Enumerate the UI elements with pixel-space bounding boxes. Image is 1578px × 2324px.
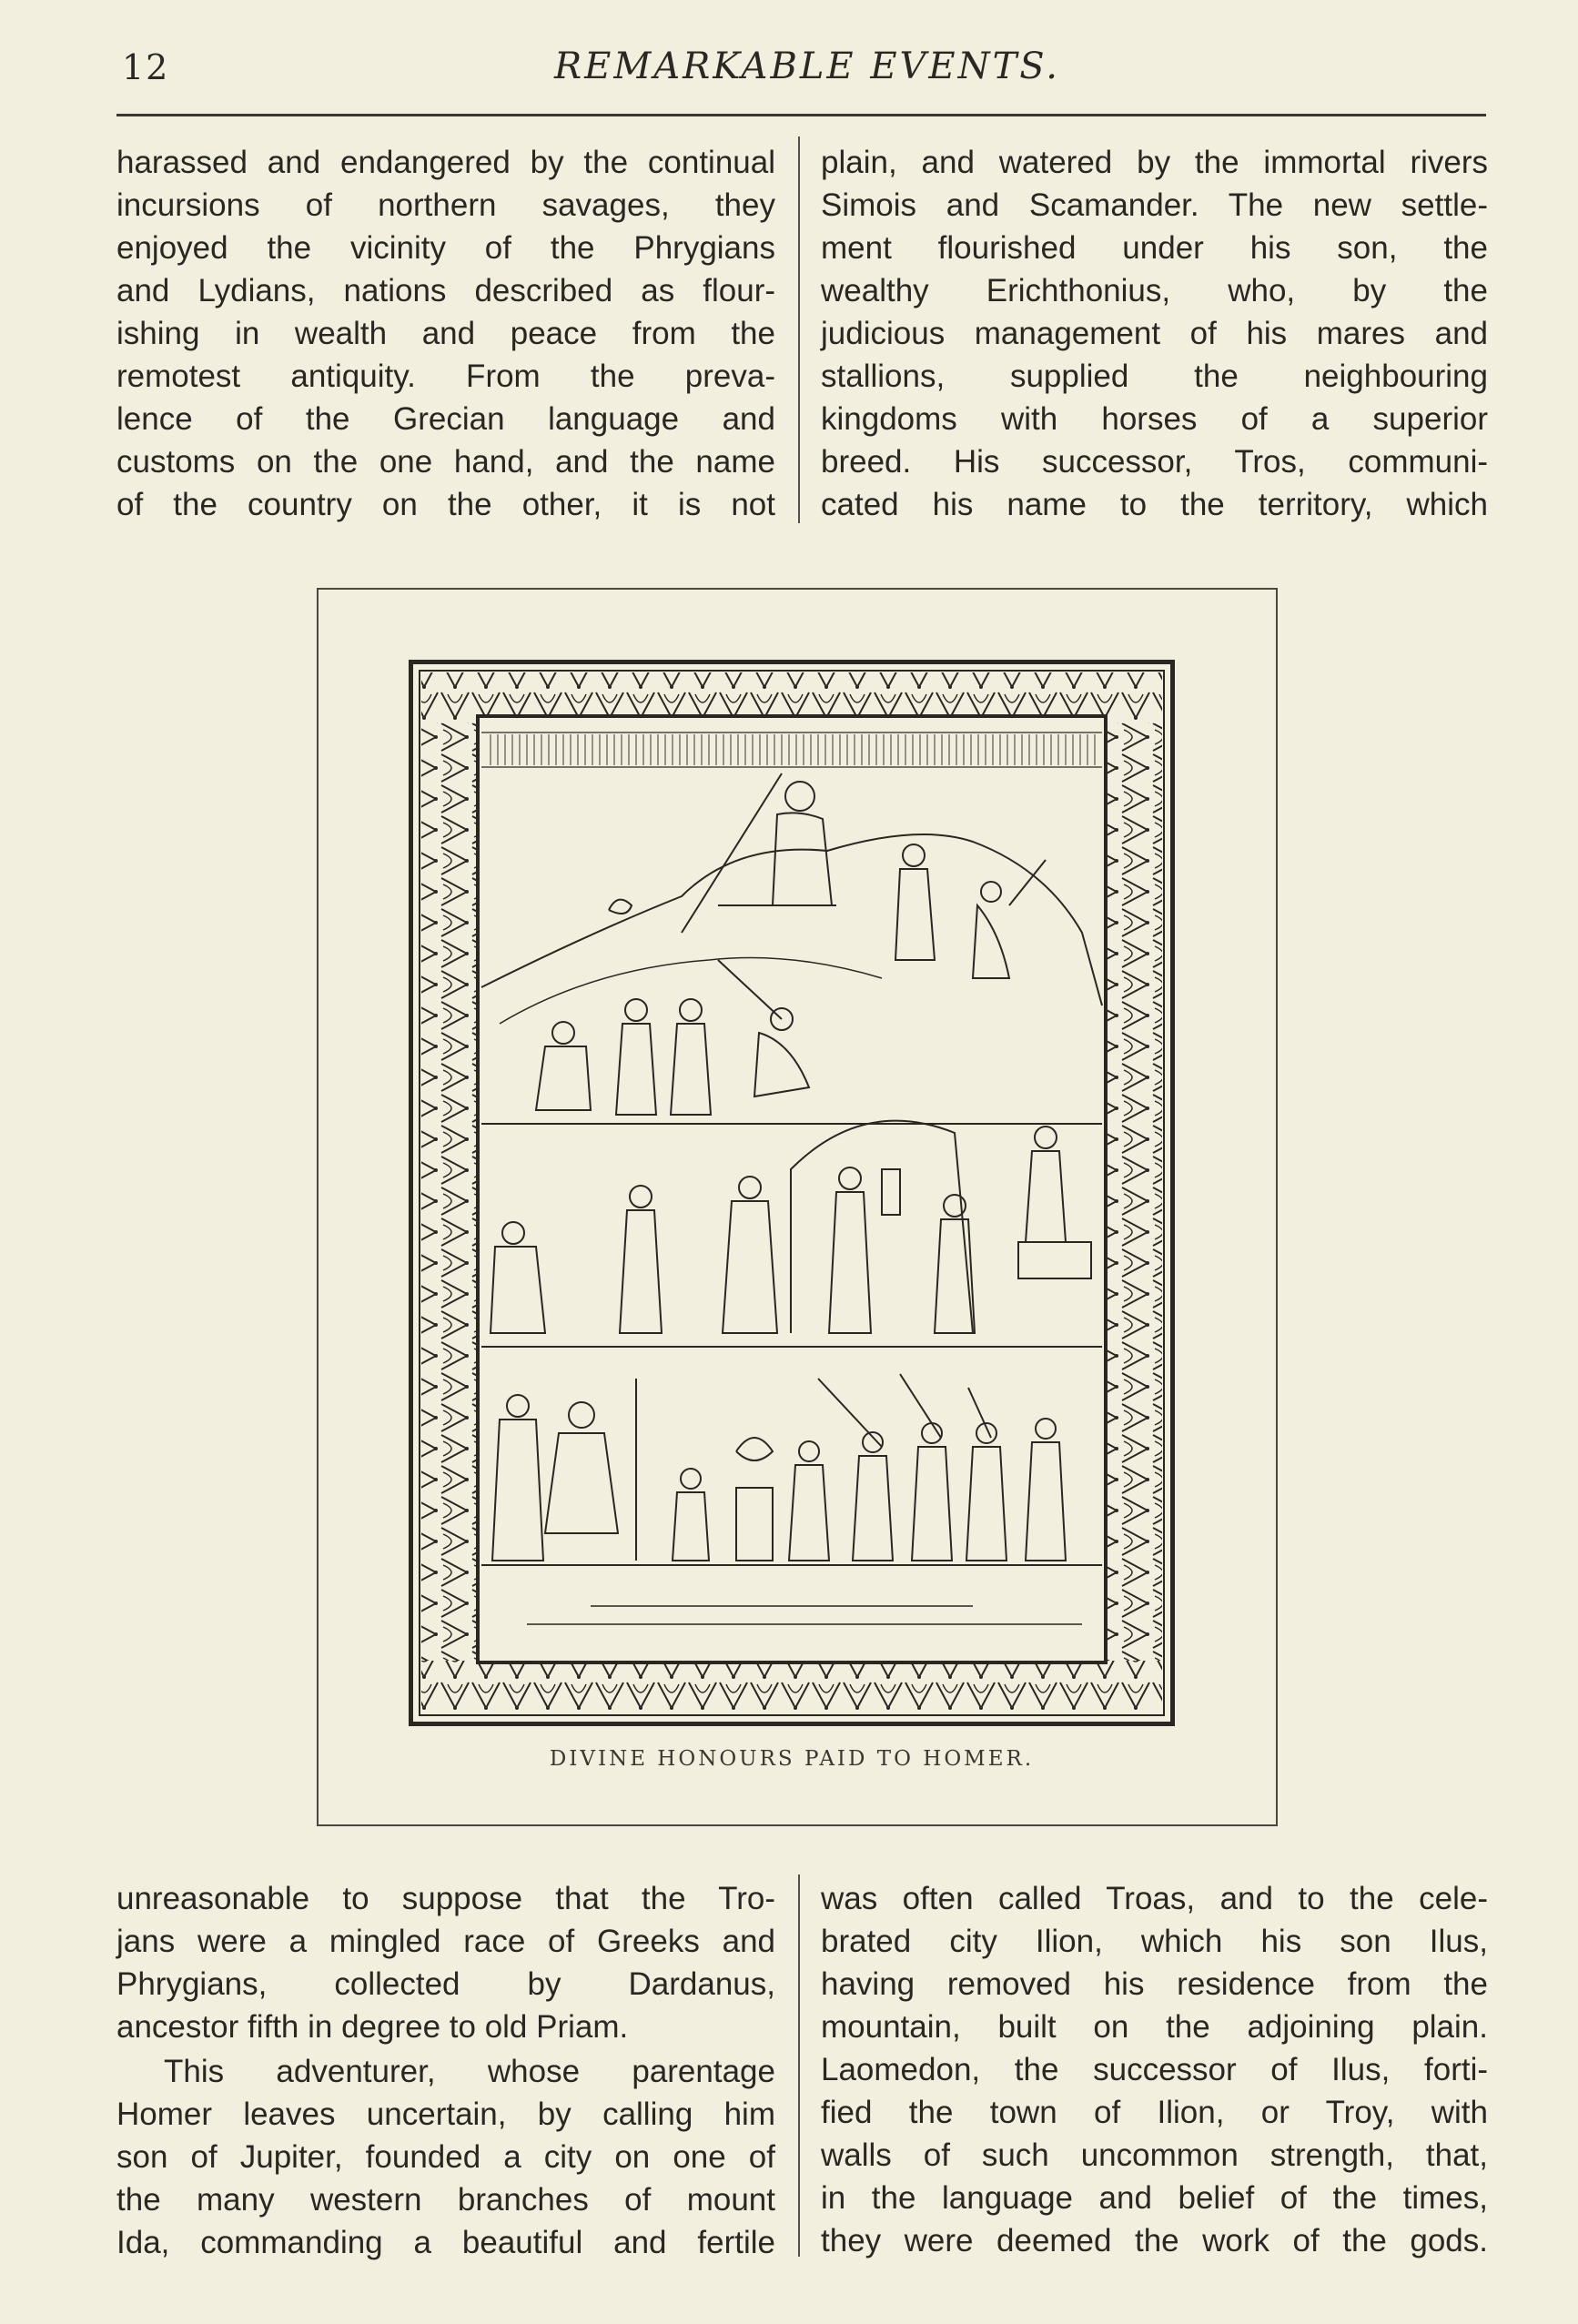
text-line: wealthy Erichthonius, who, by the xyxy=(821,273,1488,308)
text-line: of the country on the other, it is not xyxy=(116,487,775,522)
engraving-illustration xyxy=(409,660,1175,1726)
text-line: the many western branches of mount xyxy=(116,2182,775,2218)
text-line: having removed his residence from the xyxy=(821,1966,1488,2002)
bottom-left-paragraph-1 xyxy=(116,1877,775,2006)
top-left-paragraph xyxy=(116,141,775,526)
text-line: Phrygians, collected by Dardanus, xyxy=(116,1966,775,2002)
text-line: unreasonable to suppose that the Tro- xyxy=(116,1881,775,1916)
text-line: ment flourished under his son, the xyxy=(821,230,1488,266)
text-line: they were deemed the work of the gods. xyxy=(821,2223,1488,2258)
text-line: Simois and Scamander. The new settle- xyxy=(821,187,1488,223)
header-rule xyxy=(116,114,1486,116)
text-line: was often called Troas, and to the cele- xyxy=(821,1881,1488,1916)
bottom-right-column xyxy=(821,1877,1488,2262)
bottom-left-paragraph-2 xyxy=(116,2050,775,2264)
text-line: incursions of northern savages, they xyxy=(116,187,775,223)
figure-caption: DIVINE HONOURS PAID TO HOMER. xyxy=(549,1747,1035,1771)
column-divider-bottom xyxy=(798,1874,800,2257)
top-right-paragraph xyxy=(821,141,1488,526)
text-line: kingdoms with horses of a superior xyxy=(821,401,1488,437)
text-line: This adventurer, whose parentage xyxy=(164,2054,775,2089)
text-line: Laomedon, the successor of Ilus, forti- xyxy=(821,2052,1488,2087)
text-line: Ida, commanding a beautiful and fertile xyxy=(116,2225,775,2260)
text-line: cated his name to the territory, which xyxy=(821,487,1488,522)
text-line: customs on the one hand, and the name xyxy=(116,444,775,480)
text-line: stallions, supplied the neighbouring xyxy=(821,359,1488,394)
text-line: plain, and watered by the immortal rivers xyxy=(821,145,1488,180)
bottom-left-column xyxy=(116,1877,775,2264)
text-line: walls of such uncommon strength, that, xyxy=(821,2137,1488,2173)
text-line: mountain, built on the adjoining plain. xyxy=(821,2009,1488,2045)
text-line: enjoyed the vicinity of the Phrygians xyxy=(116,230,775,266)
text-line: breed. His successor, Tros, communi- xyxy=(821,444,1488,480)
top-right-column xyxy=(821,141,1488,526)
text-line: lence of the Grecian language and xyxy=(116,401,775,437)
text-line: harassed and endangered by the continual xyxy=(116,145,775,180)
page-number: 12 xyxy=(122,47,170,87)
bottom-left-paragraph-1-end xyxy=(116,2006,775,2048)
text-line: fied the town of Ilion, or Troy, with xyxy=(821,2095,1488,2130)
text-line: Homer leaves uncertain, by calling him xyxy=(116,2097,775,2132)
text-line: jans were a mingled race of Greeks and xyxy=(116,1924,775,1959)
text-line: and Lydians, nations described as flour- xyxy=(116,273,775,308)
top-left-column xyxy=(116,141,775,526)
running-title: REMARKABLE EVENTS. xyxy=(554,45,1060,87)
bottom-right-paragraph xyxy=(821,1877,1488,2262)
text-line: remotest antiquity. From the preva- xyxy=(116,359,775,394)
column-divider-top xyxy=(798,136,800,523)
text-line: ishing in wealth and peace from the xyxy=(116,316,775,351)
text-line: son of Jupiter, founded a city on one of xyxy=(116,2139,775,2175)
text-line: judicious management of his mares and xyxy=(821,316,1488,351)
text-line: in the language and belief of the times, xyxy=(821,2180,1488,2216)
text-line: ancestor fifth in degree to old Priam. xyxy=(116,2009,629,2045)
text-line: brated city Ilion, which his son Ilus, xyxy=(821,1924,1488,1959)
